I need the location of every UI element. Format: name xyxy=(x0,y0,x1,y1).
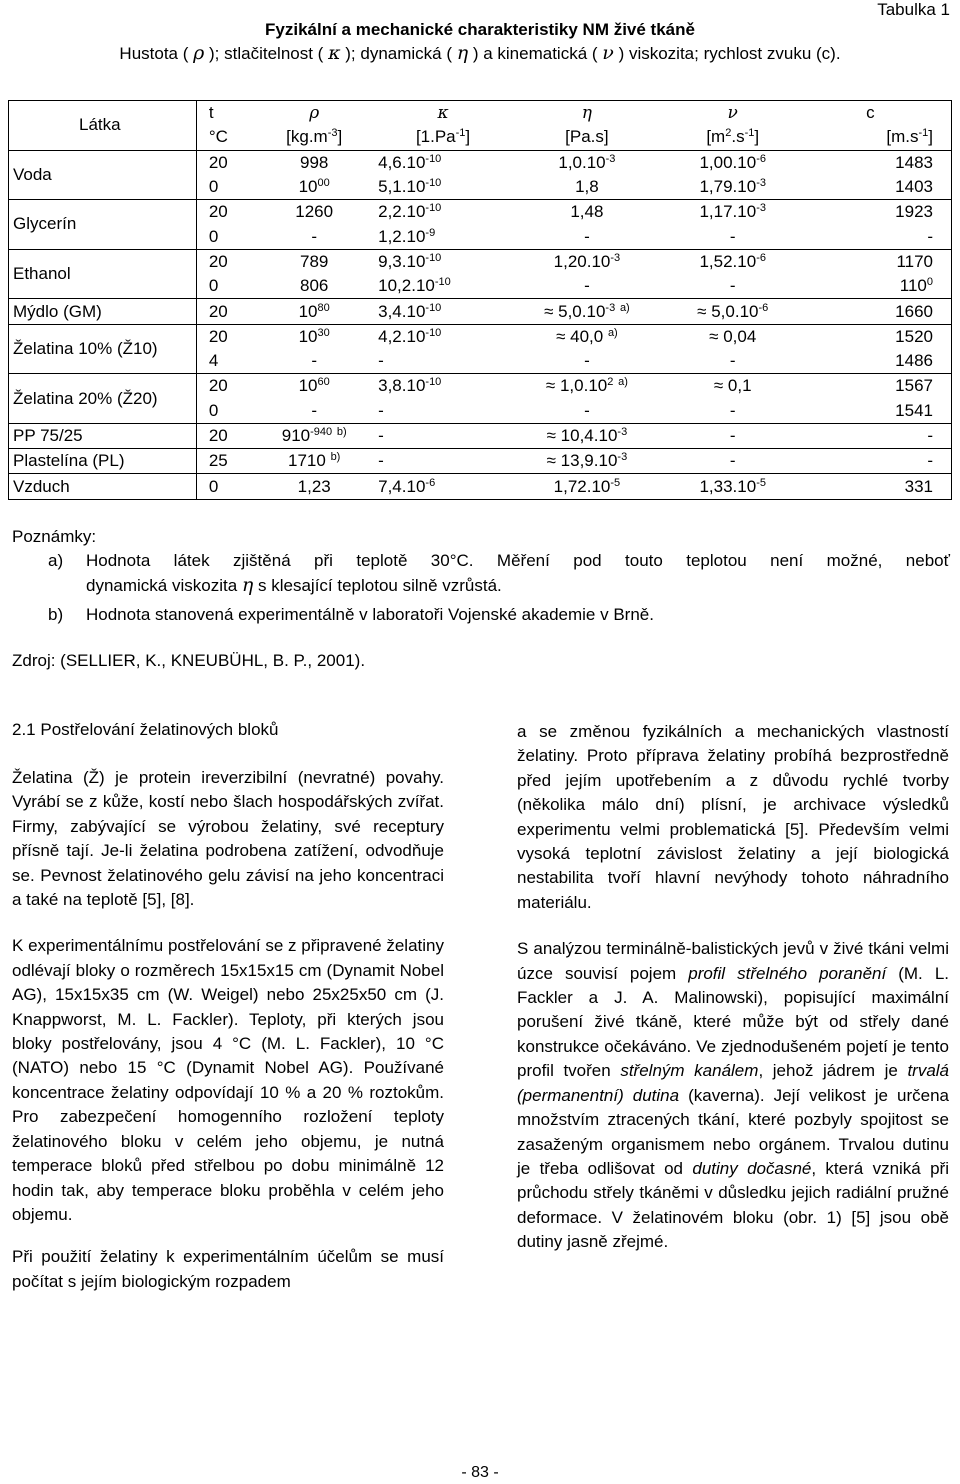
sound-speed-cell: 1541 xyxy=(808,399,952,424)
t-cell: 0 xyxy=(196,224,258,249)
t-cell: 0 xyxy=(196,274,258,299)
sound-speed-cell: 1660 xyxy=(808,299,952,324)
compressibility-cell: $2,2.10^{-10}$ xyxy=(378,202,442,222)
table-row xyxy=(9,249,952,274)
substance-name: Želatina 20% (Ž20) xyxy=(9,374,197,424)
compressibility-cell: $1,2.10^{-9}$ xyxy=(370,224,516,249)
right-paragraph-2: S analýzou terminálně-balistických jevů v živé tkáni velmi úzce souvisí pojem profil střelného poranění (M. L. Fackler a J. A. Malinowski), popisující maximální porušení živé tkáně, které může být od střely dané konstrukce očekáváno. Ve zjednodušeném pojetí je tento profil tvořen střelným kanálem, jehož jádrem je trvalá (permanentní) dutina (kaverna). Její velikost je určena množstvím ztracených tkání, které pozbyly spojitost se zasaženým organismem nebo orgánem. Trvalou dutinu je třeba odlišovat od dutiny dočasné, která vzniká při průchodu střely tkáněmi v důsledku jejich radiální pružné deformace. V želatinovém bloku (obr. 1) [5] jsou obě dutiny jasně zřejmé. xyxy=(517,939,950,1252)
note-a-line1: Hodnota látek zjištěná při teplotě 30°C. Měření pod touto teplotou není možné, neboť xyxy=(86,551,950,570)
density-cell: - xyxy=(258,349,370,374)
dynamic-viscosity-cell: ≈ $5,0.10^{-3}$ $^{a)}$ xyxy=(516,299,658,324)
rho-header: ρ xyxy=(258,101,370,126)
t-cell: 20 xyxy=(196,200,258,225)
kinematic-viscosity-cell: - xyxy=(658,274,808,299)
dynamic-viscosity-cell: $1,72.10^{-5}$ xyxy=(516,474,658,499)
t-cell: 20 xyxy=(196,374,258,399)
sound-speed-cell: 331 xyxy=(808,474,952,499)
compressibility-cell: $4,2.10^{-10}$ xyxy=(378,326,442,346)
kinematic-viscosity-cell: - xyxy=(658,449,808,474)
compressibility-cell: $9,3.10^{-10}$ xyxy=(378,251,442,271)
density-cell: 1260 xyxy=(295,202,334,222)
sound-speed-cell: 1486 xyxy=(808,349,952,374)
t-cell: 20 xyxy=(196,299,258,324)
substance-name: Glycerín xyxy=(9,200,197,250)
substance-header: Látka xyxy=(9,101,197,151)
sound-speed-cell: 1483 xyxy=(808,150,952,175)
density-cell: - xyxy=(258,224,370,249)
density-cell: - xyxy=(258,399,370,424)
right-paragraph-1: a se změnou fyzikálních a mechanických vlastností želatiny. Proto příprava želatiny probíhá bezprostředně před jejím upotřebením a z důvodu rychlé tvorby (několika málo dní) plísní, je archivace výsledků experimentu velmi problematická [5]. Především velmi vysoká teplotní závislost želatiny a její biologická nestabilita tvoří hlavní nevýhody tohoto náhradního materiálu. xyxy=(517,722,949,912)
dynamic-viscosity-cell: $1,0.10^{-3}$ xyxy=(558,152,616,172)
dynamic-viscosity-cell: ≈ $10,4.10^{-3}$ xyxy=(516,423,658,448)
kinematic-viscosity-cell: - xyxy=(658,399,808,424)
kinematic-viscosity-cell: $1,17.10^{-3}$ xyxy=(699,202,766,222)
note-b-label: b) xyxy=(48,605,64,624)
left-paragraph-3: Při použití želatiny k experimentálním účelům se musí počítat s jejím biologickým rozpadem xyxy=(12,1247,444,1291)
c-unit: $[m.s^{-1}]$ xyxy=(808,125,952,150)
left-paragraph-1: Želatina (Ž) je protein ireverzibilní (nevratné) povahy. Vyrábí se z kůže, kostí nebo šlach hospodářských zvířat. Firmy, zabývající se výrobou želatiny, své receptury přísně tají. Je-li želatina podrobena zatížení, odvodňuje se. Pevnost želatinového gelu závisí na jeho koncentraci a také na teplotě [5], [8]. xyxy=(12,768,444,910)
left-paragraph-2: K experimentálnímu postřelování se z připravené želatiny odlévají bloky o rozměrech 15x15x15 cm (Dynamit Nobel AG), 15x15x35 cm (W. Weigel) nebo 25x25x50 cm (J. Knappworst, M. L. Fackler). Teploty, při kterých jsou bloky postřelovány, jsou 4 °C (M. L. Fackler), 10 °C (NATO) nebo 15 °C (Dynamit Nobel AG). Používané koncentrace želatiny odpovídají 10 % a 20 % roztokům. Pro zabezpečení homogenního rozložení teploty želatinového bloku v celém jeho objemu, je nutná temperace bloků před střelbou po dobu minimálně 12 hodin tak, aby temperace bloku proběhla v celém jeho objemu. xyxy=(12,936,444,1224)
header-symbols-row xyxy=(9,101,952,126)
table-row xyxy=(9,150,952,175)
kinematic-viscosity-cell: ≈ 0,1 xyxy=(713,376,752,396)
sound-speed-cell: 1923 xyxy=(808,200,952,225)
note-a-label: a) xyxy=(48,551,64,570)
dynamic-viscosity-cell: - xyxy=(516,274,658,299)
t-unit: °C xyxy=(196,125,258,150)
dynamic-viscosity-cell: - xyxy=(516,399,658,424)
c-header: c xyxy=(808,101,952,126)
dynamic-viscosity-cell: $1,20.10^{-3}$ xyxy=(553,251,621,271)
table-row xyxy=(9,423,952,448)
table-row xyxy=(9,324,952,349)
notes-heading: Poznámky: xyxy=(12,527,97,546)
density-cell: $10^{30}$ xyxy=(298,326,330,346)
sound-speed-cell: 1170 xyxy=(808,249,952,274)
t-cell: 20 xyxy=(196,150,258,175)
kinematic-viscosity-cell: ≈ 0,04 xyxy=(709,326,757,346)
sound-speed-cell: - xyxy=(808,423,952,448)
dynamic-viscosity-cell: ≈ 40,0 $^{a)}$ xyxy=(556,326,618,346)
kinematic-viscosity-cell: - xyxy=(658,349,808,374)
t-cell: 25 xyxy=(196,449,258,474)
table-row xyxy=(9,474,952,499)
substance-name: Vzduch xyxy=(9,474,197,499)
kinematic-viscosity-cell: - xyxy=(658,224,808,249)
density-cell: 998 xyxy=(300,152,329,172)
t-cell: 0 xyxy=(196,175,258,200)
kinematic-viscosity-cell: - xyxy=(658,423,808,448)
eta-unit: [Pa.s] xyxy=(516,125,658,150)
substance-name: Želatina 10% (Ž10) xyxy=(9,324,197,374)
note-a-line2: dynamická viskozita η s klesající teplotou silně vzrůstá. xyxy=(86,574,502,596)
table-row xyxy=(9,449,952,474)
compressibility-cell: $10,2.10^{-10}$ xyxy=(370,274,516,299)
compressibility-cell: - xyxy=(370,423,516,448)
note-b-text: Hodnota stanovená experimentálně v laboratoři Vojenské akademie v Brně. xyxy=(86,605,654,624)
sound-speed-cell: - xyxy=(808,449,952,474)
page-number: - 83 - xyxy=(461,1464,499,1481)
density-cell: 1710 $^{b)}$ xyxy=(258,449,370,474)
dynamic-viscosity-cell: 1,8 xyxy=(516,175,658,200)
properties-table xyxy=(8,100,952,500)
nu-header: ν xyxy=(658,101,808,126)
compressibility-cell: - xyxy=(370,449,516,474)
substance-name: PP 75/25 xyxy=(9,423,197,448)
sound-speed-cell: 1567 xyxy=(808,374,952,399)
eta-header: η xyxy=(516,101,658,126)
compressibility-cell: $3,8.10^{-10}$ xyxy=(378,376,442,396)
substance-name: Ethanol xyxy=(9,249,197,299)
substance-name: Plastelína (PL) xyxy=(9,449,197,474)
density-cell: $10^{60}$ xyxy=(298,376,330,396)
kinematic-viscosity-cell: $1,52.10^{-6}$ xyxy=(699,251,766,271)
t-cell: 20 xyxy=(196,423,258,448)
dynamic-viscosity-cell: 1,48 xyxy=(570,202,604,222)
density-cell: $910^{-940}$ $^{b)}$ xyxy=(258,423,370,448)
kappa-header: κ xyxy=(370,101,516,126)
source-citation: Zdroj: (SELLIER, K., KNEUBÜHL, B. P., 2001). xyxy=(12,651,366,670)
kinematic-viscosity-cell: $1,00.10^{-6}$ xyxy=(699,152,766,172)
compressibility-cell: $5,1.10^{-10}$ xyxy=(370,175,516,200)
sound-speed-cell: $110^0$ xyxy=(808,274,952,299)
rho-unit: $[kg.m^{-3}]$ xyxy=(258,125,370,150)
compressibility-cell: $7,4.10^{-6}$ xyxy=(370,474,516,499)
compressibility-cell: $4,6.10^{-10}$ xyxy=(378,152,442,172)
t-cell: 20 xyxy=(196,324,258,349)
t-header: t xyxy=(196,101,258,126)
table-row xyxy=(9,374,952,399)
kinematic-viscosity-cell: $1,33.10^{-5}$ xyxy=(658,474,808,499)
sound-speed-cell: 1520 xyxy=(808,324,952,349)
density-cell: $10^{80}$ xyxy=(258,299,370,324)
dynamic-viscosity-cell: - xyxy=(516,224,658,249)
t-cell: 0 xyxy=(196,474,258,499)
left-column xyxy=(12,766,444,1312)
sound-speed-cell: 1403 xyxy=(808,175,952,200)
compressibility-cell: $3,4.10^{-10}$ xyxy=(370,299,516,324)
compressibility-cell: - xyxy=(370,399,516,424)
table-row xyxy=(9,299,952,324)
density-cell: 1,23 xyxy=(258,474,370,499)
density-cell: 789 xyxy=(300,251,329,271)
table-row xyxy=(9,200,952,225)
t-cell: 0 xyxy=(196,399,258,424)
right-column xyxy=(517,720,949,1273)
kappa-unit: $[1.Pa^{-1}]$ xyxy=(370,125,516,150)
density-cell: 806 xyxy=(258,274,370,299)
dynamic-viscosity-cell: ≈ $13,9.10^{-3}$ xyxy=(516,449,658,474)
table-title: Fyzikální a mechanické charakteristiky NM živé tkáně xyxy=(265,20,695,39)
dynamic-viscosity-cell: ≈ $1,0.10^2$ $^{a)}$ xyxy=(545,376,628,396)
dynamic-viscosity-cell: - xyxy=(516,349,658,374)
substance-name: Voda xyxy=(9,150,197,200)
density-cell: $10^{00}$ xyxy=(258,175,370,200)
nu-unit: $[m^2.s^{-1}]$ xyxy=(658,125,808,150)
kinematic-viscosity-cell: ≈ $5,0.10^{-6}$ xyxy=(658,299,808,324)
compressibility-cell: - xyxy=(370,349,516,374)
sound-speed-cell: - xyxy=(808,224,952,249)
t-cell: 4 xyxy=(196,349,258,374)
kinematic-viscosity-cell: $1,79.10^{-3}$ xyxy=(658,175,808,200)
table-label: Tabulka 1 xyxy=(877,0,950,19)
section-heading: 2.1 Postřelování želatinových bloků xyxy=(12,720,279,739)
substance-name: Mýdlo (GM) xyxy=(9,299,197,324)
t-cell: 20 xyxy=(196,249,258,274)
table-subtitle: Hustota ( ρ ); stlačitelnost ( κ ); dynamická ( η ) a kinematická ( ν ) viskozita; rychlost zvuku (c). xyxy=(119,42,841,64)
